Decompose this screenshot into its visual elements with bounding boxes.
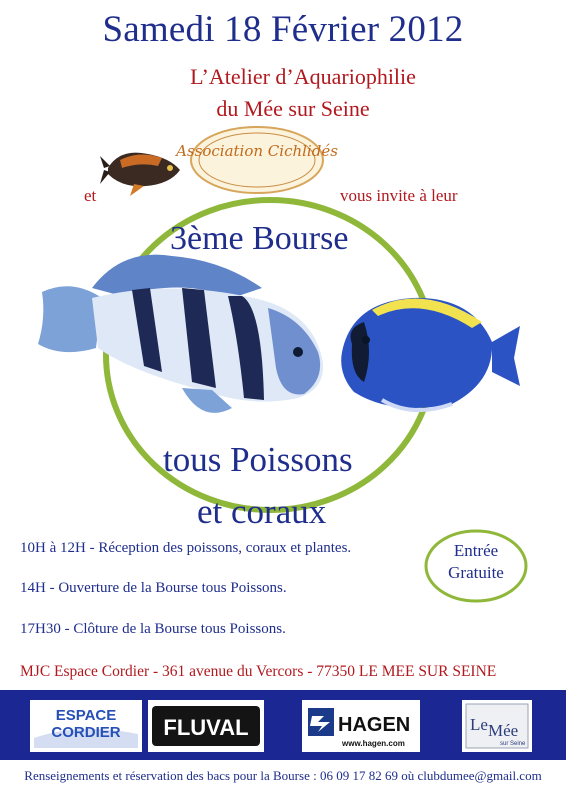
association-logo xyxy=(176,124,338,196)
invitation-text: vous invite à leur xyxy=(340,186,458,205)
free-entry-line-2: Gratuite xyxy=(448,563,504,582)
hagen-logo-text: HAGEN xyxy=(338,714,411,736)
schedule-item: 17H30 - Clôture de la Bourse tous Poissons. xyxy=(20,621,286,637)
organizer-line-1: L’Atelier d’Aquariophilie xyxy=(190,64,416,89)
hagen-logo-url: www.hagen.com xyxy=(342,739,405,748)
blue-tang-illustration xyxy=(322,282,522,422)
free-entry-line-1: Entrée xyxy=(453,541,499,560)
fluval-logo xyxy=(148,700,264,752)
le-mee-logo-le: Le xyxy=(470,715,488,734)
espace-logo-line-2: CORDIER xyxy=(51,724,121,741)
le-mee-logo xyxy=(462,700,532,752)
fluval-logo-text: FLUVAL xyxy=(163,715,249,740)
association-logo-text: Association Cichlidés xyxy=(176,142,338,160)
and-word: et xyxy=(84,186,97,205)
le-mee-logo-graphic xyxy=(462,700,532,752)
event-subtitle-line-1: tous Poissons xyxy=(163,440,353,479)
organizer-line-2: du Mée sur Seine xyxy=(216,96,370,121)
espace-cordier-logo-graphic xyxy=(30,700,142,752)
schedule-item: 10H à 12H - Réception des poissons, coraux et plantes. xyxy=(20,540,352,556)
venue-address: MJC Espace Cordier - 361 avenue du Vercors - 77350 LE MEE SUR SEINE xyxy=(20,663,497,680)
fluval-logo-graphic xyxy=(148,700,264,752)
event-date-heading: Samedi 18 Février 2012 xyxy=(102,9,464,50)
hagen-logo-graphic xyxy=(302,700,420,752)
event-subtitle-line-2: et coraux xyxy=(197,492,327,531)
hagen-logo xyxy=(302,700,420,752)
schedule-item: 14H - Ouverture de la Bourse tous Poissons. xyxy=(20,580,287,596)
free-entry-badge xyxy=(422,540,530,584)
espace-logo-line-1: ESPACE xyxy=(55,707,117,724)
le-mee-logo-sub: sur Seine xyxy=(500,741,526,747)
le-mee-logo-mee: Mée xyxy=(488,721,519,740)
contact-footer: Renseignements et réservation des bacs pour la Bourse : 06 09 17 82 69 où clubdumee@gmail.com xyxy=(24,768,542,783)
event-title: 3ème Bourse xyxy=(170,220,349,257)
striped-fish-illustration xyxy=(32,248,344,424)
espace-cordier-logo xyxy=(30,700,142,752)
